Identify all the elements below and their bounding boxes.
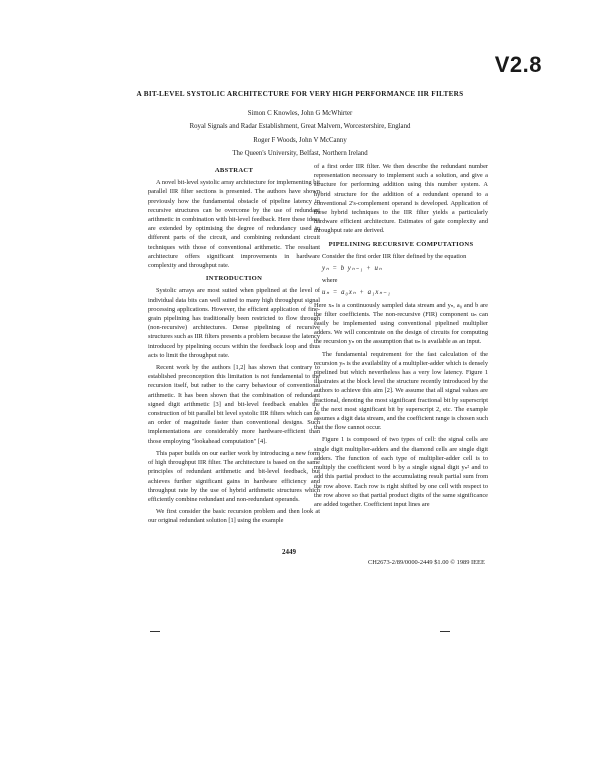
crop-mark <box>150 631 160 632</box>
author-line-2: Roger F Woods, John V McCanny <box>253 137 347 144</box>
section-heading: INTRODUCTION <box>205 275 263 283</box>
body-paragraph: We first consider the basic recursion problem and then look at our original redundant solution [1] using the example <box>148 508 320 525</box>
body-paragraph: Systolic arrays are most suited when pipelined at the level of individual data bits can well suited to many high throughput signal processing applications. However, the efficient application of fine-grain pipelining has traditionally been restricted to flow through (non-recursive) architectures. Dense pipelining of recursive structures such as IIR filters presents a problem because the latency introduced by pipelining occurs within the feedback loop and thus acts to limit the throughput rate. <box>148 287 320 359</box>
section-heading: ABSTRACT <box>214 167 254 174</box>
copyright-notice: CH2673-2/89/0000-2449 $1.00 © 1989 IEEE <box>368 559 485 566</box>
equation-label: where <box>322 277 338 285</box>
paper-title: A BIT-LEVEL SYSTOLIC ARCHITECTURE FOR VERY HIGH PERFORMANCE IIR FILTERS <box>136 90 464 98</box>
body-paragraph: Consider the first order IIR filter defined by the equation <box>322 252 467 260</box>
affiliation-line-1: Royal Signals and Radar Establishment, Great Malvern, Worcestershire, England <box>189 123 411 130</box>
affiliation-line-2: The Queen's University, Belfast, Northern Ireland <box>232 150 368 157</box>
right-column <box>314 162 488 512</box>
body-paragraph: A novel bit-level systolic array architecture for implementing bit parallel IIR filter sections is presented. The authors have shown previously how the fundamental obstacle of pipeline latency in recursive structures can be overcome by the use of redundant arithmetic in combination with bit-level feedback. Here these ideas are extended by optimising the degree of redundancy used in different parts of the circuit, and combining redundant circuit techniques with those of conventional arithmetic. The resultant architecture offers significant improvements in hardware complexity and throughput rate. <box>148 179 320 270</box>
body-paragraph: Here xₙ is a continuously sampled data stream and yₙ, a₀ and b are the filter coefficients. The non-recursive (FIR) component uₙ can easily be implemented using conventional pipelined multiplier adders. We will concentrate on the design of circuits for computing the recursion yₙ on the assumption that uₙ is available as an input. <box>314 301 488 346</box>
section-heading: PIPELINING RECURSIVE COMPUTATIONS <box>328 240 474 248</box>
crop-mark <box>440 631 450 632</box>
paper-code: V2.8 <box>494 52 542 77</box>
body-paragraph: The fundamental requirement for the fast calculation of the recursion yₙ is the availability of a multiplier-adder which is densely pipelined but which nevertheless has a very low latency. Figure 1 illustrates at the block level the structure recently introduced by the authors to achieve this aim [2]. We assume that all signal values are fractional, denoting the most significant fractional bit by superscript 1, the next most significant bit by superscript 2, etc. The example assumes a digit data stream, and the coefficient range is chosen such that the flow cannot occur. <box>314 350 488 432</box>
body-paragraph: This paper builds on our earlier work by introducing a new form of high throughput IIR filter. The architecture is based on the same principles of redundant arithmetic and bit-level feedback, but achieves further significant gains in hardware efficiency and throughput rate by the use of hybrid arithmetic structures which efficiently combine redundant and non-redundant operands. <box>148 449 320 503</box>
author-line-1: Simon C Knowles, John G McWhirter <box>247 110 353 117</box>
body-paragraph: Figure 1 is composed of two types of cell: the signal cells are single digit multiplier-adders and the diamond cells are single digit adders. The function of each type of multiplier-adder cell is to multiply the coefficient word b by a single signal digit yₙ² and to add this partial product to the accumulating result partial sum from the row above. Each row is right shifted by one cell with respect to the row above so that partial product digits of the same significance are added together. Coefficient input lines are <box>314 436 488 508</box>
body-paragraph: of a first order IIR filter. We then describe the redundant number representation necessary to implement such a solution, and give a structure for performing addition using this number system. A hybrid structure for the addition of a redundant operand to a conventional 2's-complement operand is developed. Application of these hybrid techniques to the IIR filter yields a particularly hardware efficient architecture. Estimates of gate complexity and throughput rate are derived. <box>314 163 488 235</box>
page-number: 2449 <box>282 548 296 556</box>
equation: yₙ = b yₙ₋₁ + uₙ <box>322 265 383 273</box>
body-paragraph: Recent work by the authors [1,2] has shown that contrary to established preconception this limitation is not fundamental to the recursion itself, but rather to the carry behaviour of conventional arithmetic. It has been shown that the combination of redundant signed digit arithmetic [3] and bit-level feedback enables the construction of bit parallel bit level systolic IIR filters which can be an order of magnitude faster than conventional designs. Such implementations are considerably more hardware-efficient than those employing "lookahead computation" [4]. <box>148 364 320 445</box>
left-column <box>148 162 320 529</box>
equation: uₙ = a₀xₙ + a₁xₙ₋₁ <box>322 289 391 297</box>
